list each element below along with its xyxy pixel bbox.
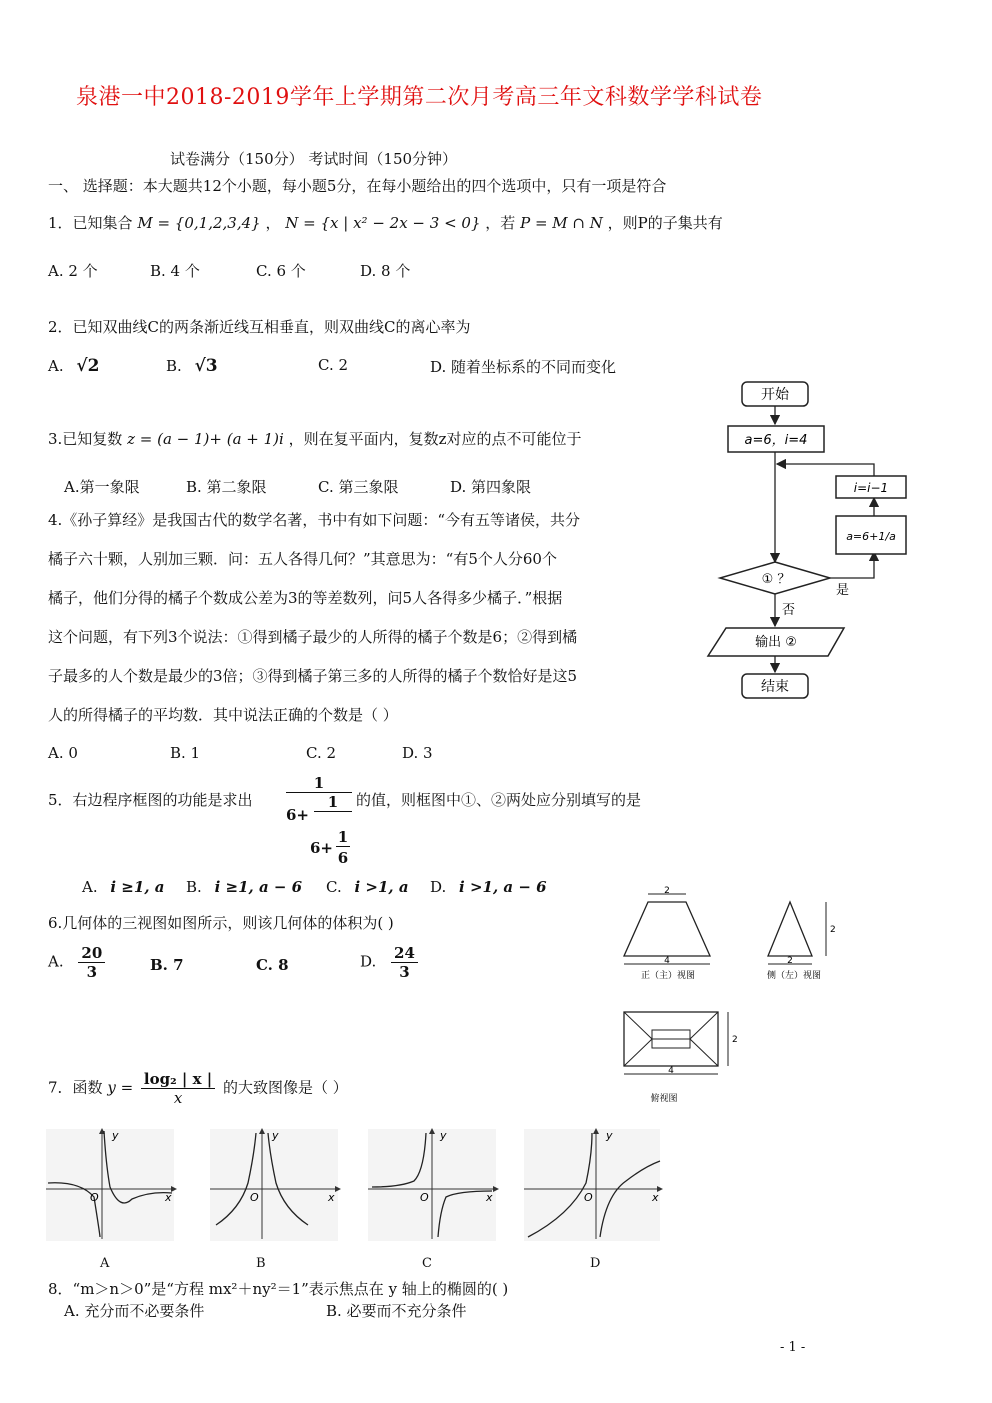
graph-b-y-label: y: [272, 1129, 279, 1142]
q5-frac-bot-num: 1: [337, 828, 349, 846]
q2-option-a[interactable]: [48, 356, 99, 376]
graph-b-origin: O: [250, 1191, 259, 1204]
graph-label-d: D: [590, 1256, 601, 1271]
q5-option-a-label: A.: [82, 878, 98, 896]
q3-option-d[interactable]: D. 第四象限: [450, 478, 532, 496]
q4-line: 橘子六十颗，人别加三颗．问：五人各得几何？”其意思为：“有5个人分60个: [48, 550, 557, 568]
graph-label-b: B: [256, 1256, 266, 1271]
q3-text-a: 3.已知复数: [48, 430, 123, 448]
q7-graphs: [40, 1125, 680, 1250]
graph-b-x-label: x: [328, 1191, 335, 1204]
q8-option-b[interactable]: B. 必要而不充分条件: [326, 1302, 467, 1320]
q5-option-d-value: i >1, a − 6: [459, 878, 547, 896]
graph-c-x-label: x: [486, 1191, 493, 1204]
q1-option-d[interactable]: D. 8 个: [360, 262, 411, 280]
q5-continued-fraction: [286, 774, 352, 867]
flow-init-label: a=6，i=4: [744, 433, 808, 448]
q8-option-a[interactable]: A. 充分而不必要条件: [64, 1302, 205, 1320]
q1-option-c[interactable]: C. 6 个: [256, 262, 306, 280]
q2-option-b[interactable]: [166, 356, 218, 376]
side-view-label: 侧（左）视图: [766, 971, 822, 981]
question-3: [48, 428, 582, 449]
q4-option-a[interactable]: A. 0: [48, 744, 78, 762]
q5-option-b[interactable]: [186, 878, 302, 896]
graph-a-x-label: x: [165, 1191, 172, 1204]
flow-decision-label: ① ？: [761, 572, 791, 587]
top-view-label: 俯视图: [650, 1094, 678, 1104]
q2-option-b-label: B.: [166, 357, 182, 375]
q4-line: 这个问题，有下列3个说法：①得到橘子最少的人所得的橘子个数是6；②得到橘: [48, 628, 578, 646]
front-view-label: 正（主）视图: [640, 971, 696, 981]
q4-option-d[interactable]: D. 3: [402, 744, 433, 762]
flow-yes-label: 是: [836, 583, 850, 598]
side-view: [767, 902, 836, 981]
question-8: 8．“m＞n＞0”是“方程 mx²＋ny²＝1”表示焦点在 y 轴上的椭圆的( ): [48, 1280, 509, 1298]
q2-option-b-value: √3: [194, 356, 218, 376]
flowchart: [700, 372, 930, 712]
q5-option-b-label: B.: [186, 878, 202, 896]
graph-c-y-label: y: [440, 1129, 447, 1142]
q4-option-c[interactable]: C. 2: [306, 744, 337, 762]
q4-line: 人的所得橘子的平均数．其中说法正确的个数是（ ）: [48, 706, 398, 724]
graph-a-origin: O: [90, 1191, 99, 1204]
q1-mid: ，若: [485, 214, 516, 232]
q6-option-c[interactable]: C. 8: [256, 956, 289, 974]
three-view-drawing: [612, 884, 852, 1109]
graph-label-c: C: [422, 1256, 432, 1271]
q5-option-c-value: i >1, a: [354, 878, 409, 896]
question-6: 6.几何体的三视图如图所示，则该几何体的体积为( ): [48, 914, 394, 932]
q1-set-p: P = M ∩ N: [520, 214, 603, 232]
q4-line: 4.《孙子算经》是我国古代的数学名著，书中有如下问题：“今有五等诸侯，共分: [48, 511, 580, 529]
q6-option-a[interactable]: [48, 944, 108, 981]
top-view: [624, 1012, 738, 1104]
q5-frac-mid-num: 1: [314, 793, 352, 812]
flow-no-label: 否: [782, 603, 796, 618]
graph-d-origin: O: [584, 1191, 593, 1204]
q5-frac-bot-left: 6+: [310, 839, 334, 857]
q5-option-a-value: i ≥1, a: [110, 878, 165, 896]
q1-set-m: M = {0,1,2,3,4}: [137, 214, 261, 232]
top-bottom-dim: 4: [668, 1066, 674, 1076]
q5-option-d-label: D.: [430, 878, 447, 896]
flow-start-label: 开始: [761, 387, 789, 403]
q2-option-d[interactable]: D. 随着坐标系的不同而变化: [430, 358, 617, 376]
q7-denominator: x: [173, 1089, 183, 1107]
q2-option-c[interactable]: C. 2: [318, 356, 349, 374]
q6-option-d-label: D.: [360, 952, 377, 971]
q5-suffix: 的值，则框图中①、②两处应分别填写的是: [356, 791, 642, 809]
q7-y: y =: [107, 1078, 134, 1097]
q1-prefix: 1．已知集合: [48, 214, 133, 232]
q3-expression: z = (a − 1)+ (a + 1)i: [127, 430, 284, 448]
page-title: 泉港一中2018-2019学年上学期第二次月考高三年文科数学学科试卷: [76, 85, 763, 110]
q1-suffix: ，则P的子集共有: [607, 214, 723, 232]
q5-option-b-value: i ≥1, a − 6: [214, 878, 303, 896]
q6-option-a-den: 3: [86, 963, 98, 981]
q3-option-a[interactable]: A.第一象限: [64, 478, 140, 496]
flow-output-label: 输出 ②: [755, 635, 797, 650]
q4-line: 子最多的人个数是最少的3倍；③得到橘子第三多的人所得的橘子个数恰好是这5: [48, 667, 578, 685]
side-bottom-dim: 2: [787, 956, 793, 966]
q5-frac-top: 1: [286, 774, 352, 793]
q5-prefix: 5．右边程序框图的功能是求出: [48, 791, 253, 809]
q6-option-d-num: 24: [391, 944, 418, 963]
front-bottom-dim: 4: [664, 956, 670, 966]
q5-option-c[interactable]: [326, 878, 409, 896]
q6-option-d[interactable]: [360, 944, 421, 981]
q2-option-a-label: A.: [48, 357, 64, 375]
q1-option-b[interactable]: B. 4 个: [150, 262, 200, 280]
side-height-dim: 2: [830, 925, 836, 935]
q4-option-b[interactable]: B. 1: [170, 744, 201, 762]
front-view: [624, 886, 710, 981]
exam-info: 试卷满分（150分） 考试时间（150分钟）: [170, 150, 458, 168]
question-7: [48, 1070, 348, 1107]
q7-prefix: 7．函数: [48, 1078, 103, 1097]
page-number: - 1 -: [780, 1340, 806, 1355]
question-2: 2．已知双曲线C的两条渐近线互相垂直，则双曲线C的离心率为: [48, 318, 471, 336]
q1-set-n: N = {x | x² − 2x − 3 < 0}: [285, 214, 481, 232]
front-top-dim: 2: [664, 886, 670, 896]
flow-update-i-label: i=i−1: [853, 481, 889, 495]
q5-option-a[interactable]: [82, 878, 164, 896]
q7-numerator: log₂ | x |: [141, 1070, 215, 1089]
q4-line: 橘子，他们分得的橘子个数成公差为3的等差数列，问5人各得多少橘子．”根据: [48, 589, 563, 607]
q5-frac-bot-den: 6: [337, 849, 349, 867]
q3-option-b[interactable]: B. 第二象限: [186, 478, 267, 496]
question-1: 1．已知集合 M = {0,1,2,3,4} ， N = {x | x² − 2x − 3 < 0} ，若 P = M ∩ N ，则P的子集共有: [48, 214, 723, 232]
graph-c-origin: O: [420, 1191, 429, 1204]
q3-text-b: ，则在复平面内，复数z对应的点不可能位于: [288, 430, 582, 448]
graph-d-y-label: y: [606, 1129, 613, 1142]
q6-option-a-label: A.: [48, 952, 64, 971]
q3-option-c[interactable]: C. 第三象限: [318, 478, 399, 496]
graph-label-a: A: [100, 1256, 110, 1271]
q6-option-b[interactable]: B. 7: [150, 956, 184, 974]
graph-b-bg: [210, 1129, 338, 1241]
flow-update-a-label: a=6+1/a: [846, 530, 896, 543]
section-heading: 一、 选择题：本大题共12个小题，每小题5分，在每小题给出的四个选项中，只有一项是符合: [48, 177, 667, 195]
q7-suffix: 的大致图像是（ ）: [223, 1078, 348, 1097]
q2-option-a-value: √2: [76, 356, 100, 376]
graph-d-x-label: x: [652, 1191, 659, 1204]
top-height-dim: 2: [732, 1035, 738, 1045]
graph-a-y-label: y: [112, 1129, 119, 1142]
q5-option-c-label: C.: [326, 878, 342, 896]
flow-end-label: 结束: [761, 679, 789, 695]
q6-option-d-den: 3: [399, 963, 410, 981]
q5-frac-mid-left: 6+: [286, 806, 310, 824]
q5-option-d[interactable]: [430, 878, 547, 896]
q1-option-a[interactable]: A. 2 个: [48, 262, 98, 280]
q6-option-a-num: 20: [78, 944, 105, 963]
